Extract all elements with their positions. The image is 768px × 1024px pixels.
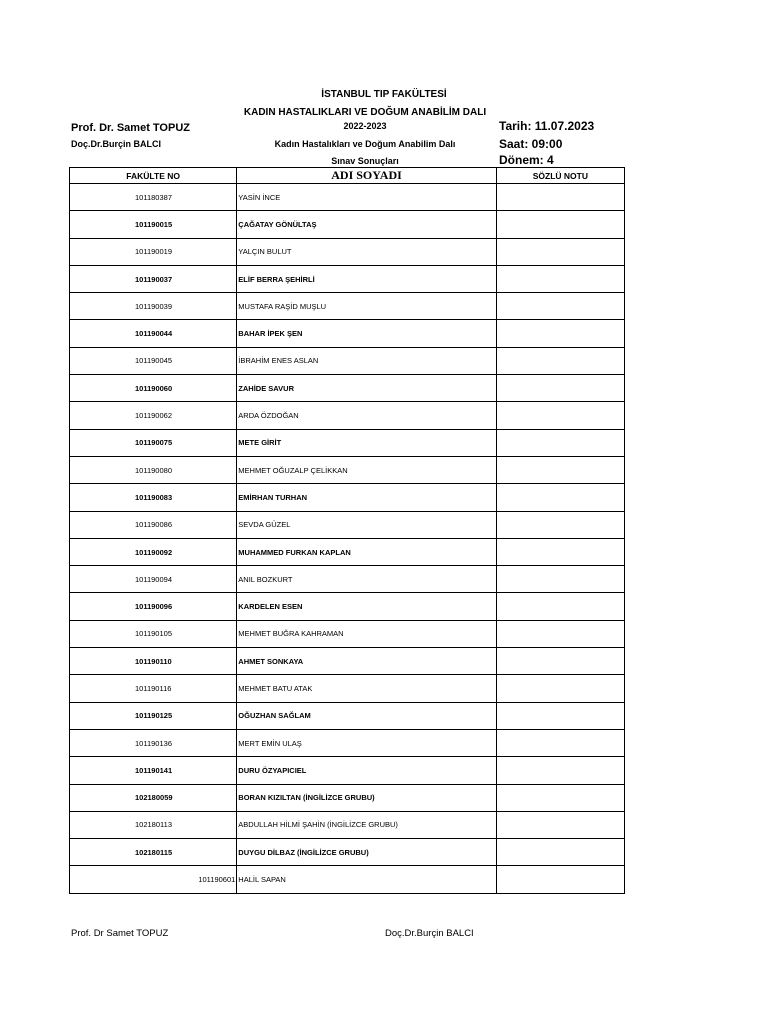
student-name-cell: MUSTAFA RAŞİD MUŞLU [237, 293, 496, 320]
academic-year: 2022-2023 [343, 121, 387, 131]
table-row [70, 347, 625, 374]
faculty-no-cell: 101190092 [70, 538, 237, 565]
table-row [70, 184, 625, 211]
oral-grade-cell [496, 675, 624, 702]
student-name-cell: MEHMET OĞUZALP ÇELİKKAN [237, 456, 496, 483]
table-row [70, 620, 625, 647]
oral-grade-cell [496, 347, 624, 374]
student-name-cell: DURU ÖZYAPICIEL [237, 757, 496, 784]
oral-grade-cell [496, 456, 624, 483]
student-name-cell: BAHAR İPEK ŞEN [237, 320, 496, 347]
table-row [70, 839, 625, 866]
institution-title: İSTANBUL TIP FAKÜLTESİ [321, 89, 447, 100]
oral-grade-cell [496, 265, 624, 292]
column-header-oral-grade: SÖZLÜ NOTU [496, 168, 624, 184]
faculty-no-cell: 101190601 [70, 866, 237, 893]
table-row [70, 238, 625, 265]
table-row [70, 784, 625, 811]
student-name-cell: DUYGU DİLBAZ (İNGİLİZCE GRUBU) [237, 839, 496, 866]
footer-left-signature: Prof. Dr Samet TOPUZ [71, 928, 169, 939]
oral-grade-cell [496, 729, 624, 756]
faculty-no-cell: 101190019 [70, 238, 237, 265]
assoc-professor-name: Doç.Dr.Burçin BALCI [71, 139, 162, 149]
faculty-no-cell: 101190044 [70, 320, 237, 347]
oral-grade-cell [496, 238, 624, 265]
student-name-cell: SEVDA GÜZEL [237, 511, 496, 538]
table-row [70, 429, 625, 456]
oral-grade-cell [496, 784, 624, 811]
oral-grade-cell [496, 429, 624, 456]
student-name-cell: OĞUZHAN SAĞLAM [237, 702, 496, 729]
table-row [70, 265, 625, 292]
table-row [70, 593, 625, 620]
faculty-no-cell: 101190116 [70, 675, 237, 702]
oral-grade-cell [496, 648, 624, 675]
faculty-no-cell: 101190141 [70, 757, 237, 784]
oral-grade-cell [496, 320, 624, 347]
faculty-no-cell: 101190105 [70, 620, 237, 647]
table-row [70, 293, 625, 320]
student-name-cell: YASİN İNCE [237, 184, 496, 211]
faculty-no-cell: 101190062 [70, 402, 237, 429]
oral-grade-cell [496, 620, 624, 647]
exam-date: Tarih: 11.07.2023 [499, 119, 595, 133]
table-row [70, 648, 625, 675]
faculty-no-cell: 101190075 [70, 429, 237, 456]
student-name-cell: AHMET SONKAYA [237, 648, 496, 675]
student-name-cell: KARDELEN ESEN [237, 593, 496, 620]
faculty-no-cell: 101190086 [70, 511, 237, 538]
table-row [70, 811, 625, 838]
student-name-cell: YALÇIN BULUT [237, 238, 496, 265]
oral-grade-cell [496, 757, 624, 784]
table-row [70, 511, 625, 538]
professor-name: Prof. Dr. Samet TOPUZ [71, 122, 190, 134]
student-name-cell: HALİL SAPAN [237, 866, 496, 893]
faculty-no-cell: 101190125 [70, 702, 237, 729]
faculty-no-cell: 101190037 [70, 265, 237, 292]
oral-grade-cell [496, 538, 624, 565]
faculty-no-cell: 101190039 [70, 293, 237, 320]
faculty-no-cell: 101190060 [70, 375, 237, 402]
student-name-cell: ABDULLAH HİLMİ ŞAHİN (İNGİLİZCE GRUBU) [237, 811, 496, 838]
table-header-row [70, 168, 625, 184]
faculty-no-cell: 101190080 [70, 456, 237, 483]
table-row [70, 456, 625, 483]
column-header-faculty-no: FAKÜLTE NO [70, 168, 237, 184]
faculty-no-cell: 101190015 [70, 211, 237, 238]
student-name-cell: İBRAHİM ENES ASLAN [237, 347, 496, 374]
oral-grade-cell [496, 402, 624, 429]
table-row [70, 757, 625, 784]
exam-time: Saat: 09:00 [499, 137, 563, 151]
table-row [70, 320, 625, 347]
oral-grade-cell [496, 484, 624, 511]
faculty-no-cell: 101190136 [70, 729, 237, 756]
oral-grade-cell [496, 566, 624, 593]
faculty-no-cell: 102180113 [70, 811, 237, 838]
faculty-no-cell: 102180059 [70, 784, 237, 811]
oral-grade-cell [496, 511, 624, 538]
department-subtitle: Kadın Hastalıkları ve Doğum Anabilim Dalı [274, 139, 456, 149]
oral-grade-cell [496, 702, 624, 729]
table-row [70, 538, 625, 565]
results-table [69, 167, 625, 894]
faculty-no-cell: 101190110 [70, 648, 237, 675]
oral-grade-cell [496, 811, 624, 838]
student-name-cell: EMİRHAN TURHAN [237, 484, 496, 511]
oral-grade-cell [496, 211, 624, 238]
faculty-no-cell: 101190083 [70, 484, 237, 511]
results-title: Sınav Sonuçları [331, 156, 399, 166]
student-name-cell: MEHMET BUĞRA KAHRAMAN [237, 620, 496, 647]
oral-grade-cell [496, 866, 624, 893]
table-row [70, 402, 625, 429]
student-name-cell: METE GİRİT [237, 429, 496, 456]
table-row [70, 675, 625, 702]
student-name-cell: ELİF BERRA ŞEHİRLİ [237, 265, 496, 292]
column-header-name: ADI SOYADI [237, 168, 496, 184]
oral-grade-cell [496, 184, 624, 211]
table-row [70, 484, 625, 511]
oral-grade-cell [496, 839, 624, 866]
faculty-no-cell: 101190096 [70, 593, 237, 620]
faculty-no-cell: 101180387 [70, 184, 237, 211]
student-name-cell: ZAHİDE SAVUR [237, 375, 496, 402]
footer-right-signature: Doç.Dr.Burçin BALCI [385, 928, 474, 939]
faculty-no-cell: 102180115 [70, 839, 237, 866]
oral-grade-cell [496, 293, 624, 320]
student-name-cell: ANIL BOZKURT [237, 566, 496, 593]
table-row [70, 866, 625, 893]
student-name-cell: MUHAMMED FURKAN KAPLAN [237, 538, 496, 565]
student-name-cell: ARDA ÖZDOĞAN [237, 402, 496, 429]
student-name-cell: MERT EMİN ULAŞ [237, 729, 496, 756]
student-name-cell: BORAN KIZILTAN (İNGİLİZCE GRUBU) [237, 784, 496, 811]
table-row [70, 702, 625, 729]
table-row [70, 566, 625, 593]
faculty-no-cell: 101190094 [70, 566, 237, 593]
table-row [70, 375, 625, 402]
student-name-cell: MEHMET BATU ATAK [237, 675, 496, 702]
table-row [70, 729, 625, 756]
oral-grade-cell [496, 375, 624, 402]
exam-term: Dönem: 4 [499, 153, 554, 167]
table-row [70, 211, 625, 238]
faculty-no-cell: 101190045 [70, 347, 237, 374]
student-name-cell: ÇAĞATAY GÖNÜLTAŞ [237, 211, 496, 238]
oral-grade-cell [496, 593, 624, 620]
department-title: KADIN HASTALIKLARI VE DOĞUM ANABİLİM DALI [243, 107, 487, 118]
